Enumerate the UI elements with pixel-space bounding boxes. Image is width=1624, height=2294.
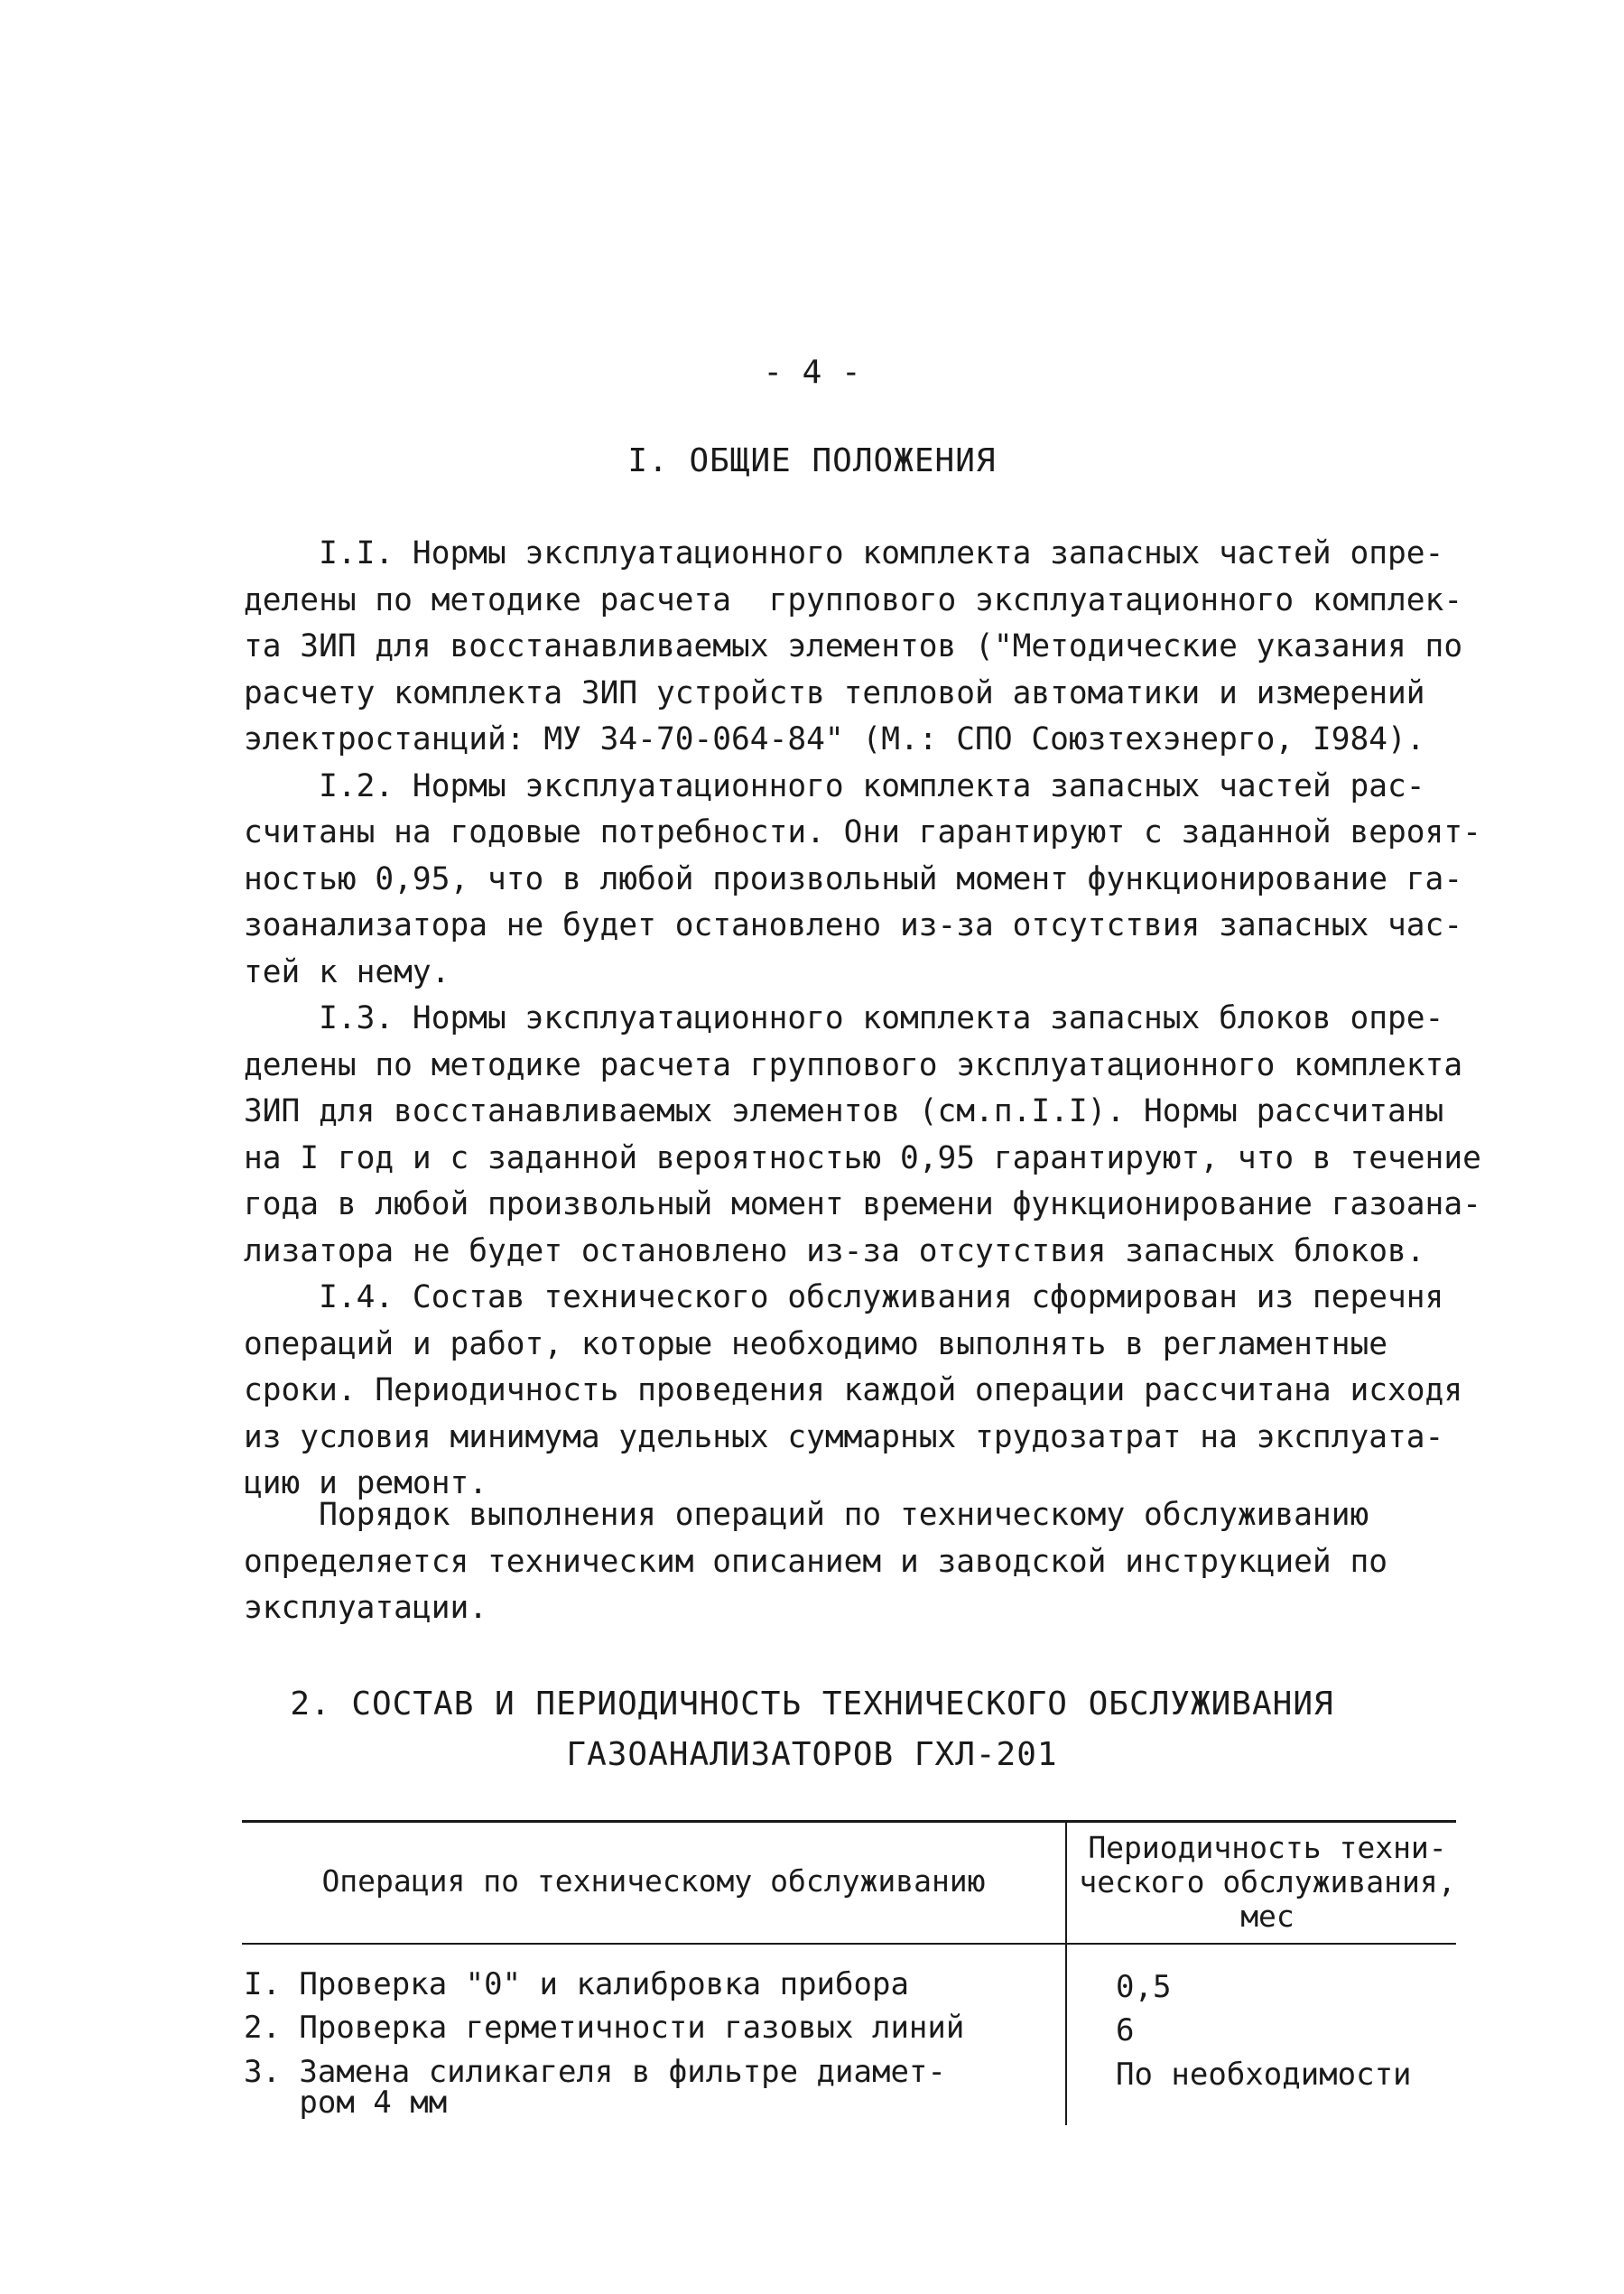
section-2-title-line-1: 2. СОСТАВ И ПЕРИОДИЧНОСТЬ ТЕХНИЧЕСКОГО ОБСЛУЖИВАНИЯ xyxy=(290,1686,1334,1723)
row-operation: 2. Проверка герметичности газовых линий xyxy=(244,2010,965,2046)
row-periodicity: По необходимости xyxy=(1116,2057,1412,2093)
row-periodicity: 0,5 xyxy=(1116,1969,1172,2005)
section-1-title: I. ОБЩИЕ ПОЛОЖЕНИЯ xyxy=(627,442,997,479)
row-operation: 3. Замена силикагеля в фильтре диамет- ром 4 мм xyxy=(244,2054,946,2121)
section-1-closing-paragraph: Порядок выполнения операций по техническому обслуживанию определяется техническим описанием и заводской инструкцией по эксплуатации. xyxy=(244,1497,1388,1626)
header-operation: Операция по техническому обслуживанию xyxy=(321,1863,986,1899)
table-header-rule xyxy=(242,1943,1456,1945)
table-top-rule xyxy=(242,1820,1456,1823)
page-number: - 4 - xyxy=(763,354,861,391)
section-2-title-line-2: ГАЗОАНАЛИЗАТОРОВ ГХЛ-201 xyxy=(566,1736,1058,1773)
section-1-paragraphs: I.I. Нормы эксплуатационного комплекта запасных частей опре- делены по методике расчета группового эксплуатационного комплек- та ЗИП для восстанавливаемых элементов ("Методические указания по расчету комплекта ЗИП устройств тепловой автоматики и измерений электростанций: МУ 34-70-064-84" (М.: СПО Союзтехэнерго, I984). I.2. Нормы эксплуатационного комплекта запасных частей рас- считаны на годовые потребности. Они гарантируют с заданной вероят- ностью 0,95, что в любой произвольный момент функционирование га- зоанализатора не будет остановлено из-за отсутствия запасных час- тей к нему. I.3. Нормы эксплуатационного комплекта запасных блоков опре- делены по методике расчета группового эксплуатационного комплекта ЗИП для восстанавливаемых элементов (см.п.I.I). Нормы рассчитаны на I год и с заданной вероятностью 0,95 гарантируют, что в течение года в любой произвольный момент времени функционирование газоана- лизатора не будет остановлено из-за отсутствия запасных блоков. I.4. Состав технического обслуживания сформирован из перечня операций и работ, которые необходимо выполнять в регламентные сроки. Периодичность проведения каждой операции рассчитана исходя из условия минимума удельных суммарных трудозатрат на эксплуата- цию и ремонт. xyxy=(244,535,1481,1501)
row-periodicity: 6 xyxy=(1116,2012,1135,2048)
header-periodicity: Периодичность техни- ческого обслуживания, мес xyxy=(1079,1830,1456,1934)
table-column-divider xyxy=(1065,1820,1067,2125)
section-2-title xyxy=(0,1679,1624,1780)
maintenance-table xyxy=(242,1820,1456,2127)
row-operation: I. Проверка "0" и калибровка прибора xyxy=(244,1966,909,2002)
